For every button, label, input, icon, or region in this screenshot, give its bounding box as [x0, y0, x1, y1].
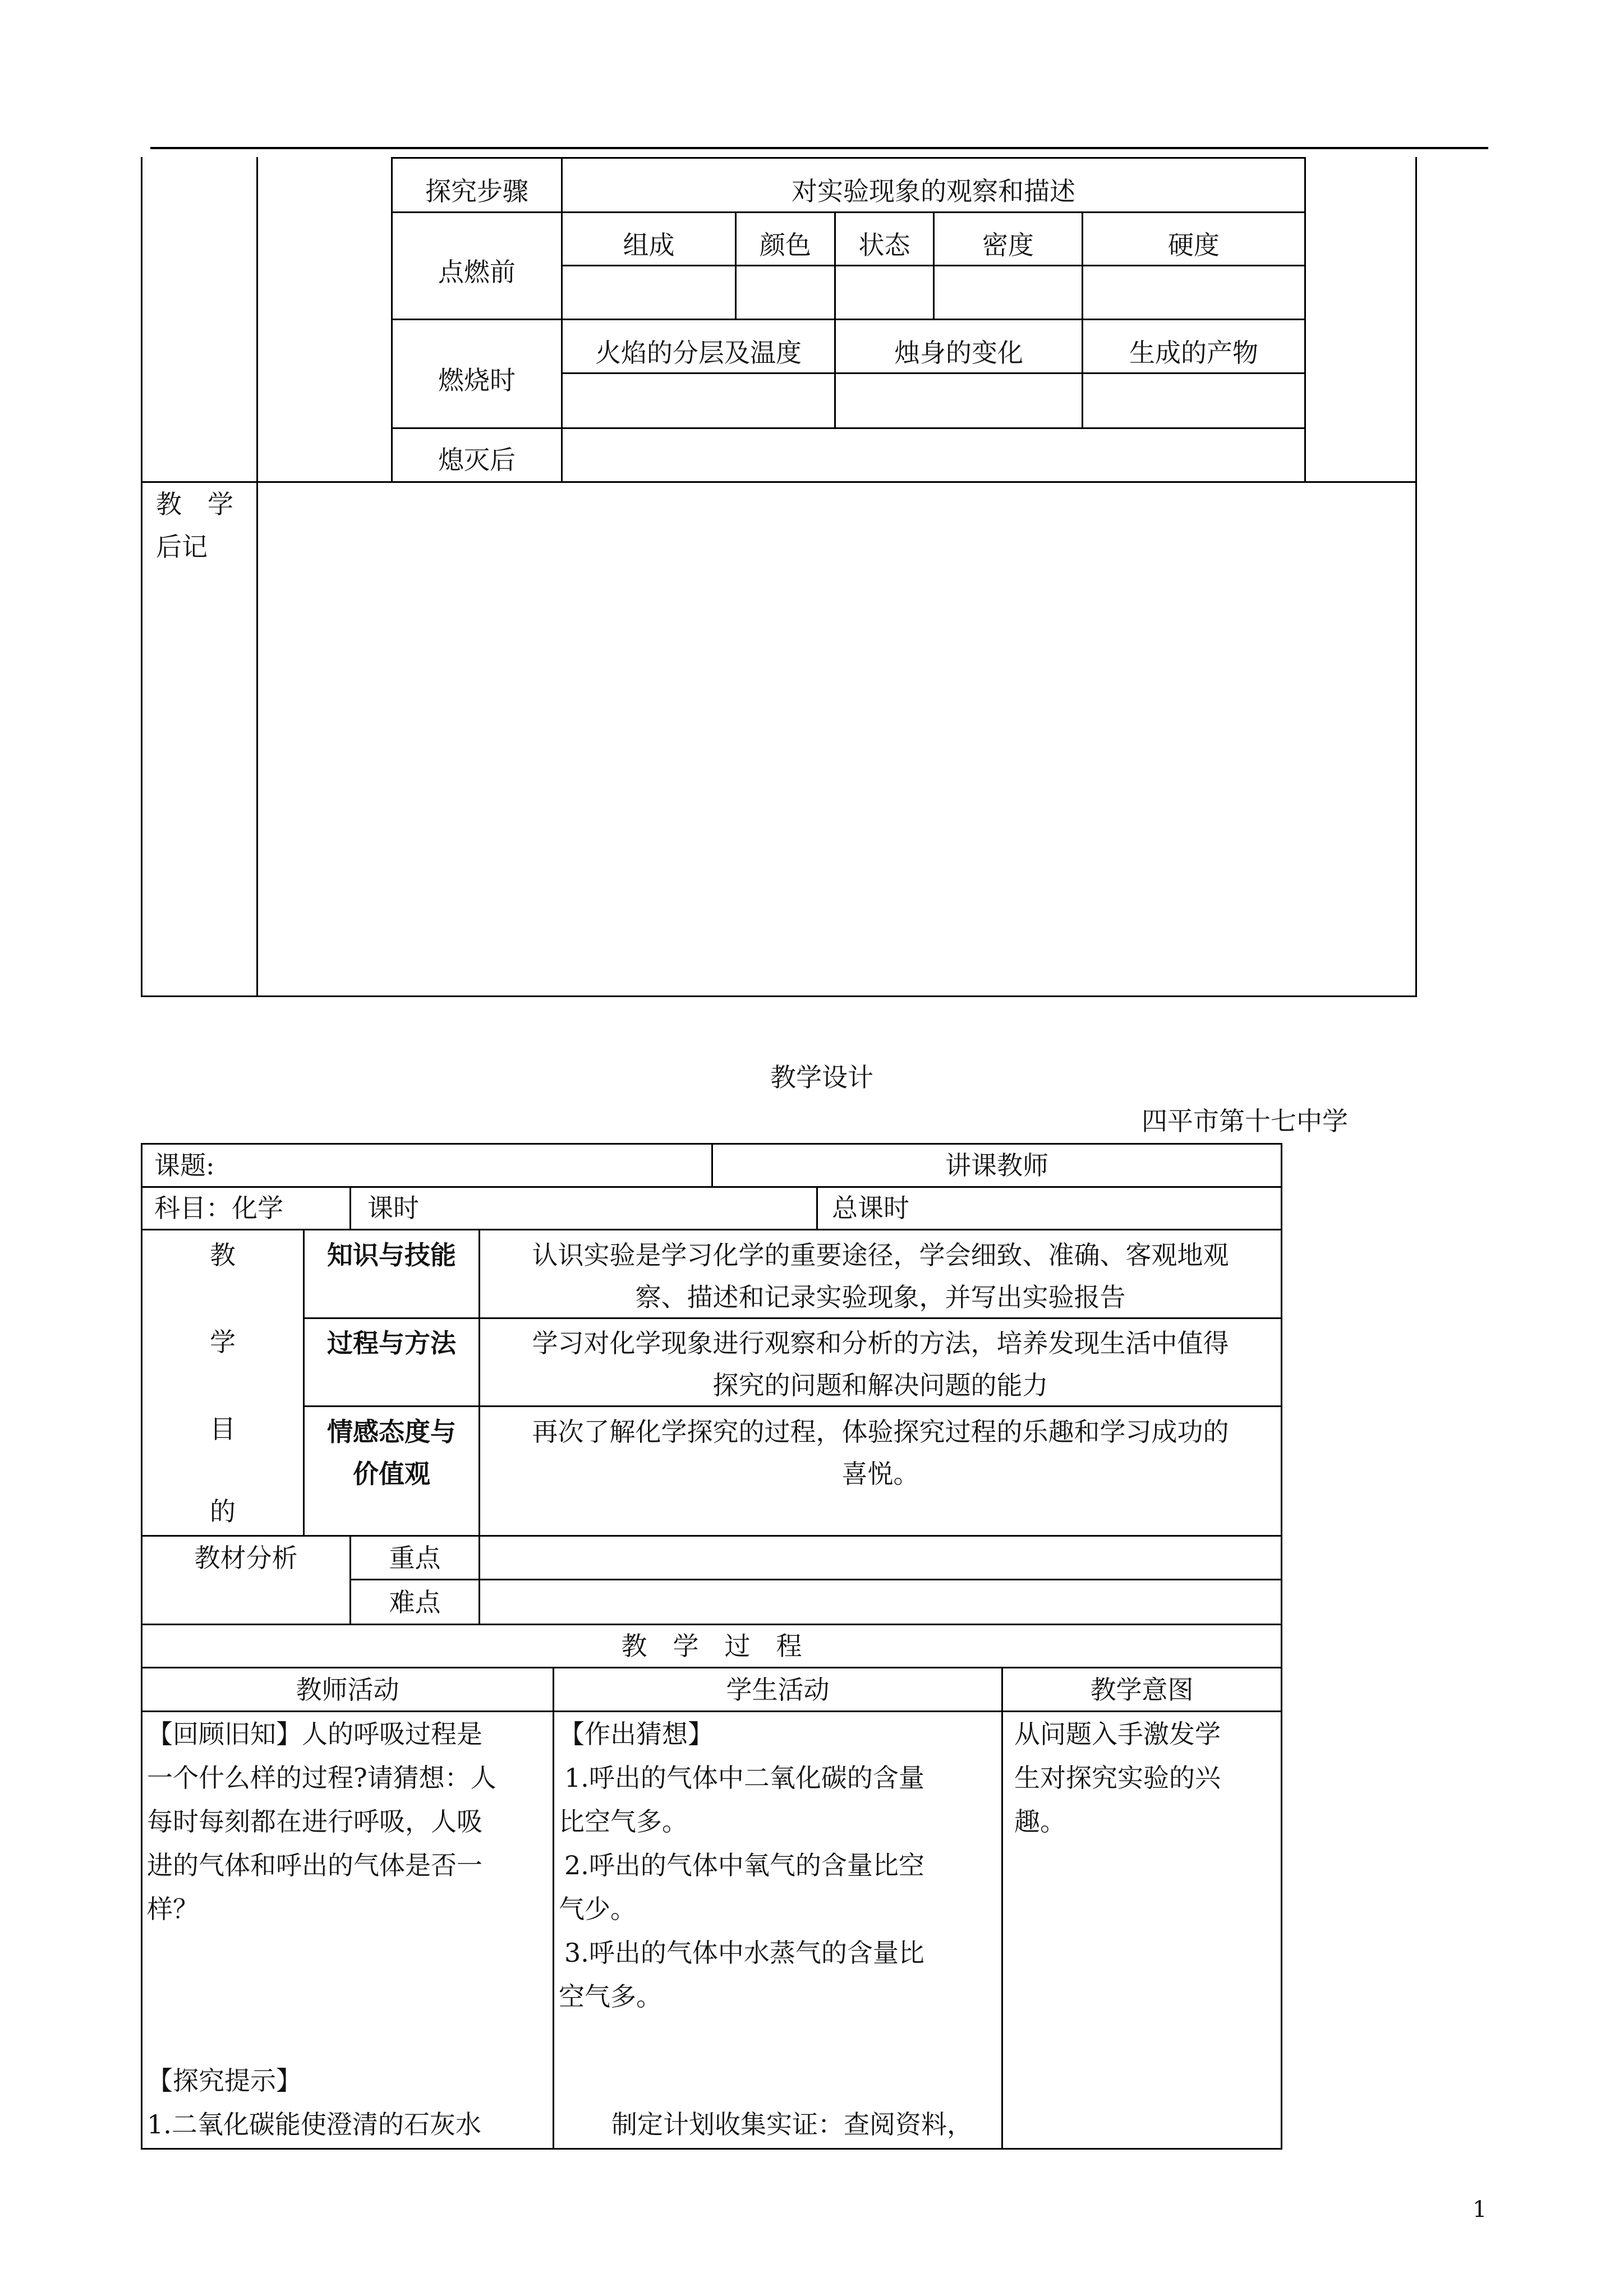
page-number: 1 [1473, 2197, 1487, 2223]
objectives-side-2: 学 [210, 1327, 236, 1357]
before-label: 点燃前 [438, 257, 516, 287]
topic-label: 课题: [154, 1150, 215, 1181]
teacher-activity-line-5: 样？ [147, 1894, 199, 1924]
period-label: 课时 [367, 1193, 419, 1223]
objective-attitude-text-2: 喜悦。 [841, 1459, 919, 1489]
before-col-color: 颜色 [760, 230, 811, 260]
burning-label: 燃烧时 [438, 365, 516, 395]
objective-attitude-label-2: 价值观 [353, 1459, 430, 1489]
objective-process-label: 过程与方法 [327, 1328, 456, 1358]
objective-knowledge-label: 知识与技能 [327, 1240, 456, 1270]
col-teaching-intent: 教学意图 [1090, 1675, 1194, 1705]
step-header: 探究步骤 [425, 176, 528, 206]
page-title: 教学设计 [770, 1062, 873, 1092]
after-label: 熄灭后 [438, 445, 516, 475]
postscript-label-line2: 后记 [156, 532, 208, 562]
intent-line-1: 从问题入手激发学 [1014, 1719, 1221, 1749]
teacher-activity-line-3: 每时每刻都在进行呼吸，人吸 [147, 1806, 482, 1837]
teacher-hint-1: 1.二氧化碳能使澄清的石灰水 [147, 2109, 481, 2140]
postscript-label-line1: 教 学 [156, 489, 233, 519]
subject-label: 科目：化学 [154, 1193, 283, 1223]
before-col-composition: 组成 [623, 230, 675, 260]
teacher-activity-line-2: 一个什么样的过程?请猜想：人 [147, 1763, 496, 1793]
objective-process-text-2: 探究的问题和解决问题的能力 [712, 1370, 1048, 1400]
student-activity-line-3: 比空气多。 [559, 1806, 688, 1837]
school-name: 四平市第十七中学 [1142, 1106, 1348, 1136]
objective-process-text-1: 学习对化学现象进行观察和分析的方法，培养发现生活中值得 [532, 1328, 1229, 1358]
intent-line-3: 趣。 [1014, 1806, 1066, 1837]
col-student-activity: 学生活动 [726, 1675, 830, 1705]
col-teacher-activity: 教师活动 [296, 1675, 399, 1705]
student-activity-line-6: 3.呼出的气体中水蒸气的含量比 [564, 1938, 924, 1968]
objective-knowledge-text-2: 察、描述和记录实验现象，并写出实验报告 [635, 1282, 1126, 1312]
before-col-hardness: 硬度 [1168, 230, 1220, 260]
student-activity-line-5: 气少。 [559, 1894, 636, 1924]
burning-col-flame: 火焰的分层及温度 [595, 338, 802, 368]
student-activity-line-2: 1.呼出的气体中二氧化碳的含量 [564, 1763, 924, 1793]
objective-attitude-text-1: 再次了解化学探究的过程，体验探究过程的乐趣和学习成功的 [532, 1417, 1229, 1447]
total-period-label: 总课时 [832, 1193, 909, 1223]
teacher-activity-line-1: 【回顾旧知】人的呼吸过程是 [147, 1719, 482, 1749]
intent-line-2: 生对探究实验的兴 [1014, 1763, 1221, 1793]
objectives-side-1: 教 [210, 1240, 236, 1270]
objectives-side-4: 的 [210, 1496, 236, 1527]
key-point-label: 重点 [389, 1543, 441, 1573]
objectives-side-3: 目 [210, 1414, 236, 1444]
difficult-point-label: 难点 [389, 1587, 441, 1617]
teacher-hint-title: 【探究提示】 [147, 2066, 302, 2096]
objective-attitude-label-1: 情感态度与 [327, 1417, 456, 1447]
student-plan-line: 制定计划收集实证：查阅资料， [611, 2109, 973, 2140]
student-activity-line-4: 2.呼出的气体中氧气的含量比空 [564, 1850, 924, 1880]
teacher-label: 讲课教师 [945, 1150, 1048, 1181]
student-activity-line-1: 【作出猜想】 [559, 1719, 714, 1749]
material-analysis-label: 教材分析 [194, 1543, 298, 1573]
teacher-activity-line-4: 进的气体和呼出的气体是否一 [147, 1850, 482, 1880]
before-col-state: 状态 [858, 230, 910, 260]
teaching-process-header: 教 学 过 程 [621, 1631, 802, 1661]
student-activity-line-7: 空气多。 [559, 1981, 662, 2012]
header-rule [150, 147, 1488, 149]
observation-header: 对实验现象的观察和描述 [792, 176, 1075, 206]
burning-col-product: 生成的产物 [1129, 338, 1258, 368]
before-col-density: 密度 [982, 230, 1034, 260]
burning-col-body: 烛身的变化 [894, 338, 1023, 368]
objective-knowledge-text-1: 认识实验是学习化学的重要途径，学会细致、准确、客观地观 [532, 1240, 1229, 1270]
